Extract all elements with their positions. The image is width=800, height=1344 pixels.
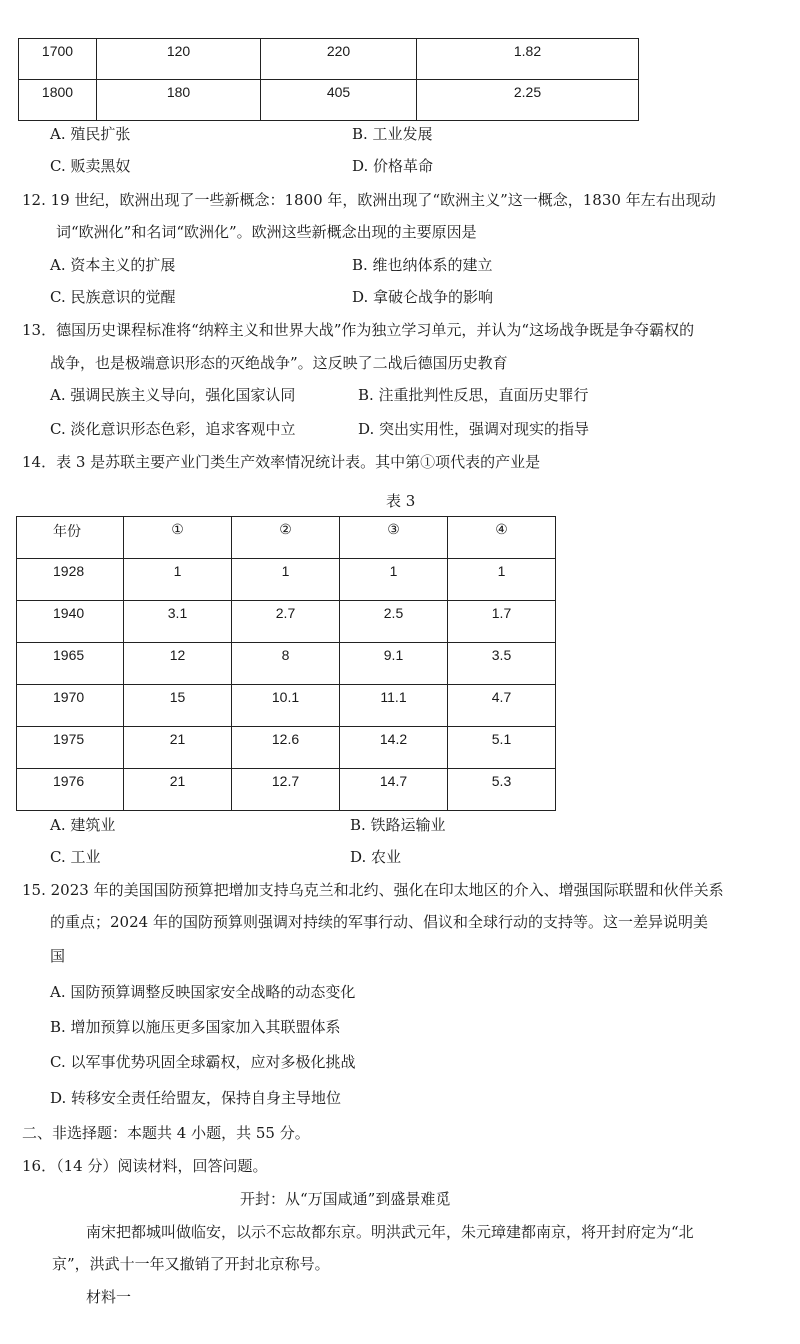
- table-row: [19, 39, 639, 80]
- table-cell: 1975: [17, 727, 124, 769]
- table-caption: 表 3: [386, 492, 416, 510]
- table-cell: 21: [124, 769, 232, 811]
- paragraph-line2: 京”，洪武十一年又撤销了开封北京称号。: [52, 1255, 330, 1273]
- table-cell: 10.1: [232, 685, 340, 727]
- table-cell: 1928: [17, 559, 124, 601]
- material-label: 材料一: [86, 1288, 132, 1306]
- table-cell: 21: [124, 727, 232, 769]
- column-header: ②: [232, 517, 340, 559]
- q13-option-a[interactable]: A. 强调民族主义导向，强化国家认同: [50, 386, 296, 404]
- q15-stem-line1: 15. 2023 年的美国国防预算把增加支持乌克兰和北约、强化在印太地区的介入、增强国际联盟和伙伴关系: [22, 881, 724, 899]
- table-cell: 1: [124, 559, 232, 601]
- table-cell: 3.1: [124, 601, 232, 643]
- q13-stem-line1: 13．德国历史课程标准将“纳粹主义和世界大战”作为独立学习单元，并认为“这场战争既是争夺霸权的: [22, 321, 695, 339]
- table-cell: 11.1: [340, 685, 448, 727]
- table-cell: 4.7: [448, 685, 556, 727]
- q12-option-c[interactable]: C. 民族意识的觉醒: [50, 288, 176, 306]
- table-cell: 5.3: [448, 769, 556, 811]
- q13-option-c[interactable]: C. 淡化意识形态色彩，追求客观中立: [50, 420, 296, 438]
- q13-stem-line2: 战争，也是极端意识形态的灭绝战争”。这反映了二战后德国历史教育: [50, 354, 508, 372]
- q15-option-b[interactable]: B. 增加预算以施压更多国家加入其联盟体系: [50, 1018, 341, 1036]
- table-cell: 14.7: [340, 769, 448, 811]
- table-row: [17, 601, 556, 643]
- column-header: ③: [340, 517, 448, 559]
- table-cell: 405: [261, 80, 417, 121]
- column-header: ④: [448, 517, 556, 559]
- table-row: [17, 559, 556, 601]
- table-cell: 1: [232, 559, 340, 601]
- table-cell: 12: [124, 643, 232, 685]
- table-3: [16, 516, 556, 811]
- column-header: ①: [124, 517, 232, 559]
- table-previous: [18, 38, 639, 121]
- table-cell: 1970: [17, 685, 124, 727]
- table-cell: 12.6: [232, 727, 340, 769]
- q14-option-b[interactable]: B. 铁路运输业: [350, 816, 446, 834]
- q12-option-b[interactable]: B. 维也纳体系的建立: [352, 256, 493, 274]
- table-cell: 120: [97, 39, 261, 80]
- q11-option-d[interactable]: D. 价格革命: [352, 157, 434, 175]
- table-header-row: [17, 517, 556, 559]
- q16-heading: 16．（14 分）阅读材料，回答问题。: [22, 1157, 268, 1175]
- table-cell: 12.7: [232, 769, 340, 811]
- material-title: 开封：从“万国咸通”到盛景难觅: [240, 1190, 451, 1208]
- paragraph-line1: 南宋把都城叫做临安，以示不忘故都东京。明洪武元年，朱元璋建都南京，将开封府定为“北: [86, 1223, 694, 1241]
- table-cell: 2.7: [232, 601, 340, 643]
- table-row: [19, 80, 639, 121]
- q12-stem-line2: 词“欧洲化”和名词“欧洲化”。欧洲这些新概念出现的主要原因是: [56, 223, 477, 241]
- q15-stem-line3: 国: [50, 947, 66, 965]
- table-cell: 8: [232, 643, 340, 685]
- table-cell: 1940: [17, 601, 124, 643]
- table-row: [17, 685, 556, 727]
- q14-option-a[interactable]: A. 建筑业: [50, 816, 116, 834]
- q15-option-d[interactable]: D. 转移安全责任给盟友，保持自身主导地位: [50, 1089, 342, 1107]
- table-cell: 14.2: [340, 727, 448, 769]
- table-cell: 15: [124, 685, 232, 727]
- q15-option-c[interactable]: C. 以军事优势巩固全球霸权，应对多极化挑战: [50, 1053, 356, 1071]
- table-row: [17, 769, 556, 811]
- table-cell: 5.1: [448, 727, 556, 769]
- table-row: [17, 727, 556, 769]
- table-cell: 2.25: [417, 80, 639, 121]
- column-header: 年份: [17, 517, 124, 559]
- table-cell: 2.5: [340, 601, 448, 643]
- q12-option-a[interactable]: A. 资本主义的扩展: [50, 256, 176, 274]
- table-cell: 3.5: [448, 643, 556, 685]
- table-cell: 220: [261, 39, 417, 80]
- q14-option-c[interactable]: C. 工业: [50, 848, 101, 866]
- section-heading: 二、非选择题：本题共 4 小题，共 55 分。: [22, 1124, 310, 1142]
- table-cell: 1800: [19, 80, 97, 121]
- table-cell: 1965: [17, 643, 124, 685]
- q14-option-d[interactable]: D. 农业: [350, 848, 402, 866]
- table-cell: 180: [97, 80, 261, 121]
- table-cell: 1700: [19, 39, 97, 80]
- table-cell: 1: [448, 559, 556, 601]
- q11-option-a[interactable]: A. 殖民扩张: [50, 125, 131, 143]
- q15-option-a[interactable]: A. 国防预算调整反映国家安全战略的动态变化: [50, 983, 356, 1001]
- q11-option-c[interactable]: C. 贩卖黑奴: [50, 157, 131, 175]
- q11-option-b[interactable]: B. 工业发展: [352, 125, 433, 143]
- q13-option-d[interactable]: D. 突出实用性，强调对现实的指导: [358, 420, 590, 438]
- table-cell: 1: [340, 559, 448, 601]
- table-cell: 1.82: [417, 39, 639, 80]
- q12-stem-line1: 12. 19 世纪，欧洲出现了一些新概念：1800 年，欧洲出现了“欧洲主义”这一概念，1830 年左右出现动: [22, 191, 716, 209]
- table-row: [17, 643, 556, 685]
- q14-stem: 14．表 3 是苏联主要产业门类生产效率情况统计表。其中第①项代表的产业是: [22, 453, 541, 471]
- table-cell: 1.7: [448, 601, 556, 643]
- q15-stem-line2: 的重点；2024 年的国防预算则强调对持续的军事行动、倡议和全球行动的支持等。这一差异说明美: [50, 913, 708, 931]
- q12-option-d[interactable]: D. 拿破仑战争的影响: [352, 288, 494, 306]
- table-cell: 1976: [17, 769, 124, 811]
- table-cell: 9.1: [340, 643, 448, 685]
- q13-option-b[interactable]: B. 注重批判性反思，直面历史罪行: [358, 386, 589, 404]
